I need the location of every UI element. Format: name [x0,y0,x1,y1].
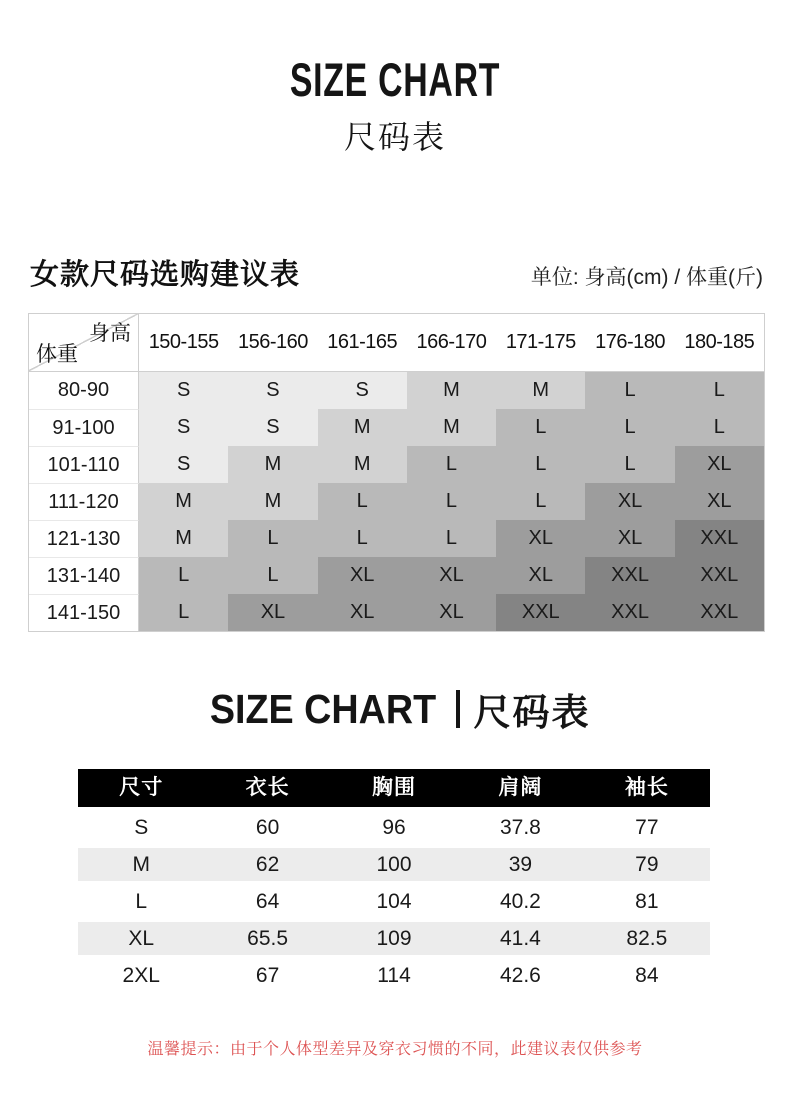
size-cell: S [139,446,228,483]
weight-range-label: 141-150 [29,594,139,631]
weight-range-label: 131-140 [29,557,139,594]
size-cell: XXL [675,557,764,594]
size-cell: XL [407,557,496,594]
recommend-table-title: 女款尺码选购建议表 [30,259,301,291]
size-cell: XXL [585,594,674,631]
size-cell: L [318,520,407,557]
height-column-header: 156-160 [237,331,308,353]
matrix-row [29,372,764,409]
size-cell: XL [228,594,317,631]
weight-range-label: 101-110 [29,446,139,483]
size-cell: L [496,483,585,520]
measure-cell: 109 [376,926,412,950]
size-cell: XL [496,520,585,557]
matrix-corner-cell [29,314,139,371]
size-cell: M [407,372,496,409]
measure-cell: 100 [376,852,412,876]
recommend-section-header [30,252,763,293]
measurement-section-header [0,682,790,736]
size-cell: S [139,409,228,446]
measurement-table [78,769,710,992]
size-cell: S [139,372,228,409]
size-cell: L [139,594,228,631]
height-column-header: 176-180 [595,331,665,353]
measure-cell: 77 [635,815,659,839]
size-cell: M [318,446,407,483]
size-cell: M [407,409,496,446]
size-cell: XL [585,520,674,557]
column-header: 肩阔 [498,776,543,799]
page-title-en: SIZE CHART [289,53,501,106]
measure-cell: 64 [255,889,280,913]
size-cell: S [228,372,317,409]
measure-cell: 82.5 [626,926,668,950]
measure-cell: 65.5 [247,926,289,950]
measure-cell: 79 [635,852,659,876]
size-cell: XL [407,594,496,631]
measure-cell: 39 [508,852,533,876]
matrix-row [29,483,764,520]
weight-range-label: 80-90 [29,372,139,409]
size-cell: S [318,372,407,409]
size-recommendation-matrix [28,313,765,632]
matrix-header-row [29,314,764,372]
unit-label: 单位: 身高(cm) / 体重(斤) [530,266,763,289]
measure-cell: 104 [376,889,412,913]
height-column-header: 150-155 [148,331,219,353]
size-cell: M [228,483,317,520]
size-cell: XXL [675,594,764,631]
measure-cell: 37.8 [499,815,541,839]
height-column-header: 161-165 [327,331,398,353]
height-column-header: 166-170 [416,331,487,353]
table-row [78,922,710,955]
measure-cell: 42.6 [499,963,541,987]
weight-range-label: 111-120 [29,483,139,520]
size-name-cell: S [134,815,149,839]
size-cell: L [139,557,228,594]
page-title-cn: 尺码表 [343,119,446,155]
corner-label-weight: 体重 [36,343,78,366]
weight-range-label: 91-100 [29,409,139,446]
size-cell: L [228,557,317,594]
size-cell: XL [675,446,764,483]
size-cell: L [585,372,674,409]
size-cell: M [318,409,407,446]
weight-range-label: 121-130 [29,520,139,557]
table-row [78,959,710,992]
size-cell: L [585,409,674,446]
size-cell: M [139,520,228,557]
table-row [78,848,710,881]
size-cell: L [585,446,674,483]
size-cell: XL [318,557,407,594]
size-cell: M [139,483,228,520]
height-column-header: 171-175 [505,331,576,353]
measurement-table-header [78,769,710,807]
column-header: 袖长 [624,776,669,799]
size-cell: XL [585,483,674,520]
height-column-header: 180-185 [684,331,755,353]
size-cell: XL [318,594,407,631]
size-name-cell: XL [128,926,155,950]
size-cell: L [675,372,764,409]
measurement-title-cn: 尺码表 [473,692,591,733]
measurement-title-en: SIZE CHART [209,685,436,732]
size-cell: L [496,446,585,483]
size-cell: XXL [496,594,585,631]
column-header: 衣长 [245,776,290,799]
matrix-row [29,409,764,446]
measure-cell: 41.4 [499,926,541,950]
size-cell: L [675,409,764,446]
size-cell: M [496,372,585,409]
size-cell: M [228,446,317,483]
size-cell: XL [675,483,764,520]
size-cell: L [407,483,496,520]
size-cell: L [407,520,496,557]
measure-cell: 62 [255,852,280,876]
measure-cell: 114 [377,963,411,987]
size-cell: S [228,409,317,446]
corner-label-height: 身高 [89,322,131,345]
matrix-row [29,520,764,557]
measure-cell: 60 [255,815,280,839]
size-cell: L [318,483,407,520]
measure-cell: 40.2 [499,889,541,913]
size-cell: XXL [585,557,674,594]
table-row [78,811,710,844]
column-header: 胸围 [372,776,417,799]
size-cell: L [228,520,317,557]
column-header: 尺寸 [119,776,164,799]
matrix-row [29,446,764,483]
title-divider [456,690,460,728]
measure-cell: 81 [635,889,659,913]
size-cell: XL [496,557,585,594]
size-name-cell: L [135,889,148,913]
measure-cell: 84 [635,963,659,987]
size-name-cell: 2XL [122,963,160,987]
size-cell: L [407,446,496,483]
warm-tip-note: 温馨提示：由于个人体型差异及穿衣习惯的不同，此建议表仅供参考 [147,1041,643,1058]
matrix-row [29,557,764,594]
size-cell: XXL [675,520,764,557]
measure-cell: 67 [255,963,280,987]
measure-cell: 96 [382,815,406,839]
table-row [78,885,710,918]
size-cell: L [496,409,585,446]
matrix-row [29,594,764,631]
size-name-cell: M [132,852,150,876]
